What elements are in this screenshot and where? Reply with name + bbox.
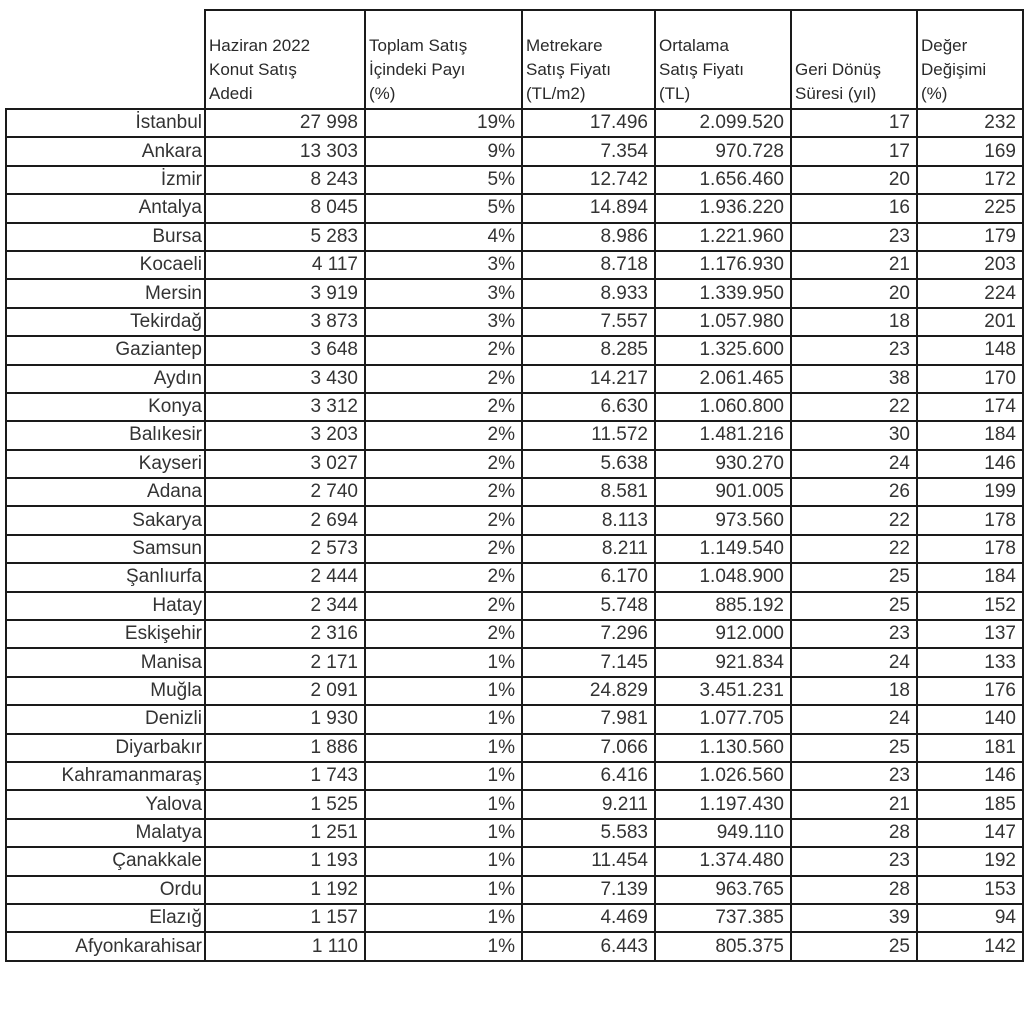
table-row bbox=[6, 166, 1023, 194]
cell-value-change: 94 bbox=[917, 904, 1023, 932]
cell-city: İzmir bbox=[6, 166, 205, 194]
table-row bbox=[6, 535, 1023, 563]
cell-avg-sale-price: 1.048.900 bbox=[655, 563, 791, 591]
cell-sales-count: 2 444 bbox=[205, 563, 365, 591]
cell-city: Antalya bbox=[6, 194, 205, 222]
table-row bbox=[6, 592, 1023, 620]
cell-value-change: 199 bbox=[917, 478, 1023, 506]
cell-sales-count: 3 648 bbox=[205, 336, 365, 364]
column-header-line: (%) bbox=[369, 84, 396, 103]
column-header-line: Geri Dönüş bbox=[795, 60, 881, 79]
cell-avg-sale-price: 912.000 bbox=[655, 620, 791, 648]
cell-value-change: 225 bbox=[917, 194, 1023, 222]
cell-sales-count: 1 193 bbox=[205, 847, 365, 875]
cell-share-of-total: 5% bbox=[365, 166, 522, 194]
cell-payback-years: 22 bbox=[791, 393, 917, 421]
cell-price-per-m2: 7.066 bbox=[522, 734, 655, 762]
column-header-line: (TL/m2) bbox=[526, 84, 586, 103]
column-header-line: Konut Satış bbox=[209, 60, 297, 79]
cell-share-of-total: 1% bbox=[365, 790, 522, 818]
cell-price-per-m2: 14.217 bbox=[522, 365, 655, 393]
cell-sales-count: 13 303 bbox=[205, 137, 365, 165]
cell-payback-years: 16 bbox=[791, 194, 917, 222]
cell-share-of-total: 3% bbox=[365, 251, 522, 279]
cell-value-change: 133 bbox=[917, 648, 1023, 676]
header-row bbox=[6, 10, 1023, 109]
cell-value-change: 169 bbox=[917, 137, 1023, 165]
cell-value-change: 192 bbox=[917, 847, 1023, 875]
column-header-price-per-m2 bbox=[522, 10, 655, 109]
cell-price-per-m2: 8.113 bbox=[522, 506, 655, 534]
cell-city: Ankara bbox=[6, 137, 205, 165]
cell-value-change: 185 bbox=[917, 790, 1023, 818]
cell-price-per-m2: 7.557 bbox=[522, 308, 655, 336]
cell-city: Adana bbox=[6, 478, 205, 506]
cell-avg-sale-price: 1.176.930 bbox=[655, 251, 791, 279]
cell-sales-count: 2 344 bbox=[205, 592, 365, 620]
cell-price-per-m2: 8.718 bbox=[522, 251, 655, 279]
cell-avg-sale-price: 973.560 bbox=[655, 506, 791, 534]
cell-value-change: 147 bbox=[917, 819, 1023, 847]
cell-share-of-total: 9% bbox=[365, 137, 522, 165]
cell-price-per-m2: 12.742 bbox=[522, 166, 655, 194]
cell-avg-sale-price: 949.110 bbox=[655, 819, 791, 847]
cell-price-per-m2: 11.572 bbox=[522, 421, 655, 449]
cell-value-change: 146 bbox=[917, 762, 1023, 790]
column-header-line: (%) bbox=[921, 84, 948, 103]
cell-share-of-total: 3% bbox=[365, 308, 522, 336]
cell-payback-years: 39 bbox=[791, 904, 917, 932]
column-header-line bbox=[795, 34, 916, 58]
table-row bbox=[6, 279, 1023, 307]
cell-city: Gaziantep bbox=[6, 336, 205, 364]
cell-value-change: 224 bbox=[917, 279, 1023, 307]
cell-city: Diyarbakır bbox=[6, 734, 205, 762]
cell-price-per-m2: 9.211 bbox=[522, 790, 655, 818]
table-row bbox=[6, 393, 1023, 421]
cell-sales-count: 1 192 bbox=[205, 876, 365, 904]
cell-payback-years: 20 bbox=[791, 166, 917, 194]
cell-city: Kocaeli bbox=[6, 251, 205, 279]
table-row bbox=[6, 194, 1023, 222]
cell-city: Aydın bbox=[6, 365, 205, 393]
cell-city: Balıkesir bbox=[6, 421, 205, 449]
table-row bbox=[6, 847, 1023, 875]
cell-payback-years: 28 bbox=[791, 876, 917, 904]
column-header-line: Değişimi bbox=[921, 60, 987, 79]
cell-payback-years: 22 bbox=[791, 506, 917, 534]
table-row bbox=[6, 790, 1023, 818]
table-row bbox=[6, 450, 1023, 478]
cell-price-per-m2: 14.894 bbox=[522, 194, 655, 222]
cell-value-change: 178 bbox=[917, 506, 1023, 534]
cell-price-per-m2: 7.354 bbox=[522, 137, 655, 165]
cell-avg-sale-price: 3.451.231 bbox=[655, 677, 791, 705]
cell-avg-sale-price: 805.375 bbox=[655, 932, 791, 960]
cell-sales-count: 2 316 bbox=[205, 620, 365, 648]
cell-payback-years: 24 bbox=[791, 705, 917, 733]
column-header-line: Ortalama bbox=[659, 36, 729, 55]
cell-sales-count: 3 430 bbox=[205, 365, 365, 393]
table-body bbox=[6, 109, 1023, 961]
cell-price-per-m2: 11.454 bbox=[522, 847, 655, 875]
cell-avg-sale-price: 1.656.460 bbox=[655, 166, 791, 194]
cell-sales-count: 27 998 bbox=[205, 109, 365, 137]
table-row bbox=[6, 734, 1023, 762]
cell-avg-sale-price: 1.149.540 bbox=[655, 535, 791, 563]
cell-avg-sale-price: 1.077.705 bbox=[655, 705, 791, 733]
cell-value-change: 232 bbox=[917, 109, 1023, 137]
cell-value-change: 137 bbox=[917, 620, 1023, 648]
cell-value-change: 172 bbox=[917, 166, 1023, 194]
table-row bbox=[6, 223, 1023, 251]
cell-price-per-m2: 24.829 bbox=[522, 677, 655, 705]
cell-city: Hatay bbox=[6, 592, 205, 620]
cell-value-change: 174 bbox=[917, 393, 1023, 421]
cell-avg-sale-price: 2.099.520 bbox=[655, 109, 791, 137]
cell-sales-count: 8 243 bbox=[205, 166, 365, 194]
cell-sales-count: 1 886 bbox=[205, 734, 365, 762]
cell-city: Muğla bbox=[6, 677, 205, 705]
cell-avg-sale-price: 1.060.800 bbox=[655, 393, 791, 421]
cell-share-of-total: 1% bbox=[365, 876, 522, 904]
cell-value-change: 153 bbox=[917, 876, 1023, 904]
cell-sales-count: 4 117 bbox=[205, 251, 365, 279]
cell-share-of-total: 1% bbox=[365, 847, 522, 875]
cell-price-per-m2: 7.145 bbox=[522, 648, 655, 676]
cell-sales-count: 3 203 bbox=[205, 421, 365, 449]
cell-payback-years: 28 bbox=[791, 819, 917, 847]
cell-price-per-m2: 4.469 bbox=[522, 904, 655, 932]
cell-price-per-m2: 6.170 bbox=[522, 563, 655, 591]
cell-city: Ordu bbox=[6, 876, 205, 904]
table-row bbox=[6, 336, 1023, 364]
cell-sales-count: 2 573 bbox=[205, 535, 365, 563]
cell-payback-years: 26 bbox=[791, 478, 917, 506]
cell-payback-years: 21 bbox=[791, 790, 917, 818]
column-header-line: İçindeki Payı bbox=[369, 60, 466, 79]
cell-price-per-m2: 5.583 bbox=[522, 819, 655, 847]
cell-payback-years: 18 bbox=[791, 308, 917, 336]
cell-city: Bursa bbox=[6, 223, 205, 251]
cell-sales-count: 8 045 bbox=[205, 194, 365, 222]
cell-value-change: 152 bbox=[917, 592, 1023, 620]
cell-value-change: 178 bbox=[917, 535, 1023, 563]
cell-price-per-m2: 8.211 bbox=[522, 535, 655, 563]
cell-sales-count: 1 157 bbox=[205, 904, 365, 932]
table-row bbox=[6, 620, 1023, 648]
cell-city: Yalova bbox=[6, 790, 205, 818]
cell-payback-years: 20 bbox=[791, 279, 917, 307]
cell-payback-years: 17 bbox=[791, 109, 917, 137]
cell-city: Samsun bbox=[6, 535, 205, 563]
cell-value-change: 140 bbox=[917, 705, 1023, 733]
table-row bbox=[6, 137, 1023, 165]
table-row bbox=[6, 308, 1023, 336]
column-header-line: (TL) bbox=[659, 84, 691, 103]
cell-city: Şanlıurfa bbox=[6, 563, 205, 591]
table-row bbox=[6, 677, 1023, 705]
cell-payback-years: 23 bbox=[791, 762, 917, 790]
column-header-line: Toplam Satış bbox=[369, 36, 468, 55]
column-header-line: Adedi bbox=[209, 84, 253, 103]
cell-price-per-m2: 7.981 bbox=[522, 705, 655, 733]
cell-payback-years: 25 bbox=[791, 563, 917, 591]
cell-sales-count: 1 930 bbox=[205, 705, 365, 733]
cell-payback-years: 21 bbox=[791, 251, 917, 279]
cell-avg-sale-price: 1.130.560 bbox=[655, 734, 791, 762]
cell-city: Manisa bbox=[6, 648, 205, 676]
cell-avg-sale-price: 963.765 bbox=[655, 876, 791, 904]
cell-price-per-m2: 6.416 bbox=[522, 762, 655, 790]
cell-price-per-m2: 8.581 bbox=[522, 478, 655, 506]
cell-city: Sakarya bbox=[6, 506, 205, 534]
table-row bbox=[6, 904, 1023, 932]
cell-payback-years: 23 bbox=[791, 620, 917, 648]
cell-share-of-total: 2% bbox=[365, 336, 522, 364]
cell-sales-count: 2 171 bbox=[205, 648, 365, 676]
cell-share-of-total: 5% bbox=[365, 194, 522, 222]
cell-city: Afyonkarahisar bbox=[6, 932, 205, 960]
cell-price-per-m2: 6.630 bbox=[522, 393, 655, 421]
cell-share-of-total: 2% bbox=[365, 535, 522, 563]
cell-share-of-total: 2% bbox=[365, 450, 522, 478]
cell-sales-count: 1 251 bbox=[205, 819, 365, 847]
cell-sales-count: 1 525 bbox=[205, 790, 365, 818]
cell-share-of-total: 2% bbox=[365, 365, 522, 393]
table-row bbox=[6, 365, 1023, 393]
cell-payback-years: 30 bbox=[791, 421, 917, 449]
cell-value-change: 142 bbox=[917, 932, 1023, 960]
cell-payback-years: 18 bbox=[791, 677, 917, 705]
cell-avg-sale-price: 1.339.950 bbox=[655, 279, 791, 307]
cell-price-per-m2: 17.496 bbox=[522, 109, 655, 137]
cell-share-of-total: 1% bbox=[365, 762, 522, 790]
table-row bbox=[6, 705, 1023, 733]
cell-city: Eskişehir bbox=[6, 620, 205, 648]
cell-sales-count: 2 740 bbox=[205, 478, 365, 506]
cell-avg-sale-price: 970.728 bbox=[655, 137, 791, 165]
cell-avg-sale-price: 1.936.220 bbox=[655, 194, 791, 222]
cell-avg-sale-price: 1.057.980 bbox=[655, 308, 791, 336]
cell-city: Kayseri bbox=[6, 450, 205, 478]
cell-share-of-total: 1% bbox=[365, 734, 522, 762]
table-row bbox=[6, 819, 1023, 847]
column-header-line: Haziran 2022 bbox=[209, 36, 311, 55]
cell-value-change: 148 bbox=[917, 336, 1023, 364]
cell-sales-count: 1 110 bbox=[205, 932, 365, 960]
cell-payback-years: 23 bbox=[791, 847, 917, 875]
table-row bbox=[6, 762, 1023, 790]
cell-value-change: 179 bbox=[917, 223, 1023, 251]
cell-sales-count: 1 743 bbox=[205, 762, 365, 790]
column-header-share-of-total bbox=[365, 10, 522, 109]
cell-share-of-total: 2% bbox=[365, 478, 522, 506]
cell-payback-years: 25 bbox=[791, 932, 917, 960]
table-row bbox=[6, 251, 1023, 279]
cell-city: Denizli bbox=[6, 705, 205, 733]
table-row bbox=[6, 563, 1023, 591]
column-header-sales-count bbox=[205, 10, 365, 109]
cell-value-change: 146 bbox=[917, 450, 1023, 478]
cell-share-of-total: 2% bbox=[365, 592, 522, 620]
cell-avg-sale-price: 737.385 bbox=[655, 904, 791, 932]
cell-city: Malatya bbox=[6, 819, 205, 847]
cell-price-per-m2: 5.638 bbox=[522, 450, 655, 478]
cell-avg-sale-price: 930.270 bbox=[655, 450, 791, 478]
cell-value-change: 176 bbox=[917, 677, 1023, 705]
cell-share-of-total: 2% bbox=[365, 421, 522, 449]
cell-city: Mersin bbox=[6, 279, 205, 307]
cell-share-of-total: 2% bbox=[365, 393, 522, 421]
cell-avg-sale-price: 1.481.216 bbox=[655, 421, 791, 449]
cell-payback-years: 17 bbox=[791, 137, 917, 165]
cell-city: İstanbul bbox=[6, 109, 205, 137]
cell-share-of-total: 3% bbox=[365, 279, 522, 307]
cell-price-per-m2: 7.296 bbox=[522, 620, 655, 648]
cell-payback-years: 25 bbox=[791, 592, 917, 620]
cell-city: Tekirdağ bbox=[6, 308, 205, 336]
table-row bbox=[6, 109, 1023, 137]
cell-price-per-m2: 8.285 bbox=[522, 336, 655, 364]
column-header-line: Değer bbox=[921, 36, 968, 55]
table-row bbox=[6, 478, 1023, 506]
cell-avg-sale-price: 901.005 bbox=[655, 478, 791, 506]
cell-price-per-m2: 8.986 bbox=[522, 223, 655, 251]
cell-sales-count: 5 283 bbox=[205, 223, 365, 251]
cell-price-per-m2: 7.139 bbox=[522, 876, 655, 904]
cell-sales-count: 2 091 bbox=[205, 677, 365, 705]
cell-price-per-m2: 6.443 bbox=[522, 932, 655, 960]
cell-sales-count: 3 312 bbox=[205, 393, 365, 421]
cell-avg-sale-price: 885.192 bbox=[655, 592, 791, 620]
cell-payback-years: 38 bbox=[791, 365, 917, 393]
cell-avg-sale-price: 1.197.430 bbox=[655, 790, 791, 818]
cell-share-of-total: 1% bbox=[365, 677, 522, 705]
cell-share-of-total: 1% bbox=[365, 904, 522, 932]
cell-city: Elazığ bbox=[6, 904, 205, 932]
cell-avg-sale-price: 1.325.600 bbox=[655, 336, 791, 364]
cell-share-of-total: 4% bbox=[365, 223, 522, 251]
column-header-value-change bbox=[917, 10, 1023, 109]
column-header-city bbox=[6, 10, 205, 109]
cell-avg-sale-price: 1.374.480 bbox=[655, 847, 791, 875]
table-row bbox=[6, 506, 1023, 534]
cell-sales-count: 3 919 bbox=[205, 279, 365, 307]
cell-value-change: 201 bbox=[917, 308, 1023, 336]
cell-value-change: 181 bbox=[917, 734, 1023, 762]
column-header-line: Metrekare bbox=[526, 36, 603, 55]
cell-city: Çanakkale bbox=[6, 847, 205, 875]
cell-value-change: 203 bbox=[917, 251, 1023, 279]
table-row bbox=[6, 648, 1023, 676]
cell-city: Konya bbox=[6, 393, 205, 421]
cell-share-of-total: 1% bbox=[365, 932, 522, 960]
column-header-line: Satış Fiyatı bbox=[659, 60, 745, 79]
cell-share-of-total: 1% bbox=[365, 819, 522, 847]
cell-avg-sale-price: 2.061.465 bbox=[655, 365, 791, 393]
housing-sales-table bbox=[5, 9, 1024, 962]
cell-city: Kahramanmaraş bbox=[6, 762, 205, 790]
cell-payback-years: 22 bbox=[791, 535, 917, 563]
cell-payback-years: 24 bbox=[791, 648, 917, 676]
cell-sales-count: 3 873 bbox=[205, 308, 365, 336]
cell-share-of-total: 1% bbox=[365, 648, 522, 676]
cell-share-of-total: 2% bbox=[365, 506, 522, 534]
cell-price-per-m2: 8.933 bbox=[522, 279, 655, 307]
cell-share-of-total: 19% bbox=[365, 109, 522, 137]
cell-value-change: 184 bbox=[917, 563, 1023, 591]
cell-avg-sale-price: 1.221.960 bbox=[655, 223, 791, 251]
cell-avg-sale-price: 921.834 bbox=[655, 648, 791, 676]
cell-sales-count: 2 694 bbox=[205, 506, 365, 534]
cell-share-of-total: 2% bbox=[365, 620, 522, 648]
cell-value-change: 170 bbox=[917, 365, 1023, 393]
cell-payback-years: 25 bbox=[791, 734, 917, 762]
cell-payback-years: 23 bbox=[791, 336, 917, 364]
cell-share-of-total: 2% bbox=[365, 563, 522, 591]
cell-value-change: 184 bbox=[917, 421, 1023, 449]
cell-payback-years: 23 bbox=[791, 223, 917, 251]
cell-share-of-total: 1% bbox=[365, 705, 522, 733]
table-row bbox=[6, 932, 1023, 960]
cell-avg-sale-price: 1.026.560 bbox=[655, 762, 791, 790]
table-row bbox=[6, 876, 1023, 904]
column-header-line: Süresi (yıl) bbox=[795, 84, 877, 103]
table-row bbox=[6, 421, 1023, 449]
column-header-payback-years bbox=[791, 10, 917, 109]
cell-price-per-m2: 5.748 bbox=[522, 592, 655, 620]
column-header-avg-sale-price bbox=[655, 10, 791, 109]
cell-sales-count: 3 027 bbox=[205, 450, 365, 478]
column-header-line: Satış Fiyatı bbox=[526, 60, 612, 79]
cell-payback-years: 24 bbox=[791, 450, 917, 478]
